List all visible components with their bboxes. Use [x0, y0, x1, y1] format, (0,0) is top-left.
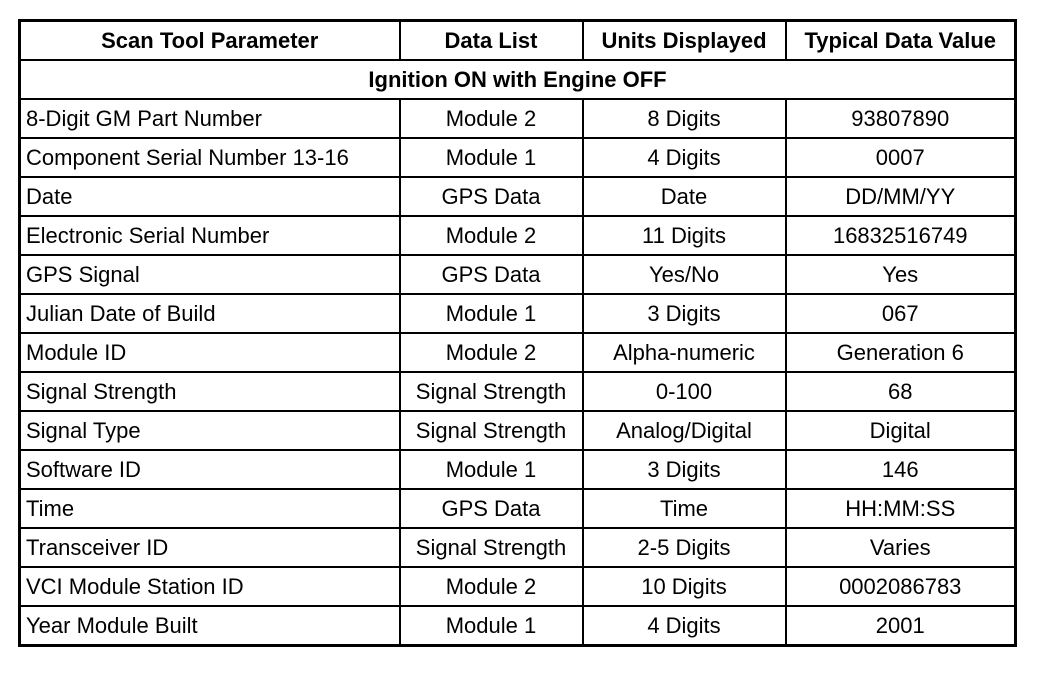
table-row: [20, 489, 1016, 528]
cell-typical-data-value: 2001: [786, 606, 1016, 646]
cell-scan-tool-parameter: Software ID: [20, 450, 400, 489]
cell-scan-tool-parameter: Signal Strength: [20, 372, 400, 411]
cell-scan-tool-parameter: Transceiver ID: [20, 528, 400, 567]
header-typical-data-value: Typical Data Value: [786, 21, 1016, 61]
cell-data-list: Module 1: [400, 138, 583, 177]
cell-data-list: Signal Strength: [400, 528, 583, 567]
cell-units-displayed: 0-100: [583, 372, 786, 411]
cell-typical-data-value: 93807890: [786, 99, 1016, 138]
cell-data-list: GPS Data: [400, 255, 583, 294]
header-units-displayed: Units Displayed: [583, 21, 786, 61]
header-data-list: Data List: [400, 21, 583, 61]
table-row: [20, 333, 1016, 372]
cell-scan-tool-parameter: Component Serial Number 13-16: [20, 138, 400, 177]
cell-data-list: Signal Strength: [400, 372, 583, 411]
cell-units-displayed: Time: [583, 489, 786, 528]
cell-units-displayed: 3 Digits: [583, 294, 786, 333]
cell-scan-tool-parameter: Date: [20, 177, 400, 216]
cell-typical-data-value: DD/MM/YY: [786, 177, 1016, 216]
cell-data-list: Module 1: [400, 294, 583, 333]
cell-units-displayed: 4 Digits: [583, 606, 786, 646]
cell-scan-tool-parameter: Julian Date of Build: [20, 294, 400, 333]
section-title: Ignition ON with Engine OFF: [20, 60, 1016, 99]
cell-typical-data-value: Yes: [786, 255, 1016, 294]
cell-typical-data-value: 0002086783: [786, 567, 1016, 606]
table-row: [20, 216, 1016, 255]
table-row: [20, 177, 1016, 216]
cell-scan-tool-parameter: 8-Digit GM Part Number: [20, 99, 400, 138]
cell-data-list: GPS Data: [400, 489, 583, 528]
cell-scan-tool-parameter: Electronic Serial Number: [20, 216, 400, 255]
cell-typical-data-value: 68: [786, 372, 1016, 411]
table-row: [20, 411, 1016, 450]
table-row: [20, 450, 1016, 489]
cell-units-displayed: 4 Digits: [583, 138, 786, 177]
cell-typical-data-value: Varies: [786, 528, 1016, 567]
cell-data-list: Module 2: [400, 99, 583, 138]
cell-units-displayed: 3 Digits: [583, 450, 786, 489]
cell-data-list: Module 1: [400, 606, 583, 646]
table-row: [20, 138, 1016, 177]
cell-units-displayed: Analog/Digital: [583, 411, 786, 450]
table-row: [20, 294, 1016, 333]
cell-data-list: GPS Data: [400, 177, 583, 216]
cell-scan-tool-parameter: Time: [20, 489, 400, 528]
cell-typical-data-value: 16832516749: [786, 216, 1016, 255]
table-row: [20, 372, 1016, 411]
scan-tool-parameter-table: [18, 19, 1017, 647]
cell-data-list: Module 2: [400, 333, 583, 372]
cell-scan-tool-parameter: Year Module Built: [20, 606, 400, 646]
cell-data-list: Module 1: [400, 450, 583, 489]
table-row: [20, 255, 1016, 294]
cell-scan-tool-parameter: VCI Module Station ID: [20, 567, 400, 606]
cell-scan-tool-parameter: Module ID: [20, 333, 400, 372]
table-row: [20, 99, 1016, 138]
cell-data-list: Signal Strength: [400, 411, 583, 450]
table-row: [20, 606, 1016, 646]
cell-typical-data-value: Generation 6: [786, 333, 1016, 372]
cell-units-displayed: 8 Digits: [583, 99, 786, 138]
cell-scan-tool-parameter: GPS Signal: [20, 255, 400, 294]
cell-typical-data-value: Digital: [786, 411, 1016, 450]
table-body: [20, 60, 1016, 646]
cell-typical-data-value: HH:MM:SS: [786, 489, 1016, 528]
cell-units-displayed: 11 Digits: [583, 216, 786, 255]
header-row: [20, 21, 1016, 61]
cell-typical-data-value: 146: [786, 450, 1016, 489]
cell-scan-tool-parameter: Signal Type: [20, 411, 400, 450]
cell-units-displayed: Yes/No: [583, 255, 786, 294]
cell-units-displayed: Date: [583, 177, 786, 216]
cell-typical-data-value: 0007: [786, 138, 1016, 177]
table-row: [20, 528, 1016, 567]
cell-typical-data-value: 067: [786, 294, 1016, 333]
table-row: [20, 567, 1016, 606]
header-scan-tool-parameter: Scan Tool Parameter: [20, 21, 400, 61]
cell-units-displayed: 2-5 Digits: [583, 528, 786, 567]
cell-data-list: Module 2: [400, 216, 583, 255]
cell-units-displayed: 10 Digits: [583, 567, 786, 606]
cell-units-displayed: Alpha-numeric: [583, 333, 786, 372]
section-row: [20, 60, 1016, 99]
cell-data-list: Module 2: [400, 567, 583, 606]
